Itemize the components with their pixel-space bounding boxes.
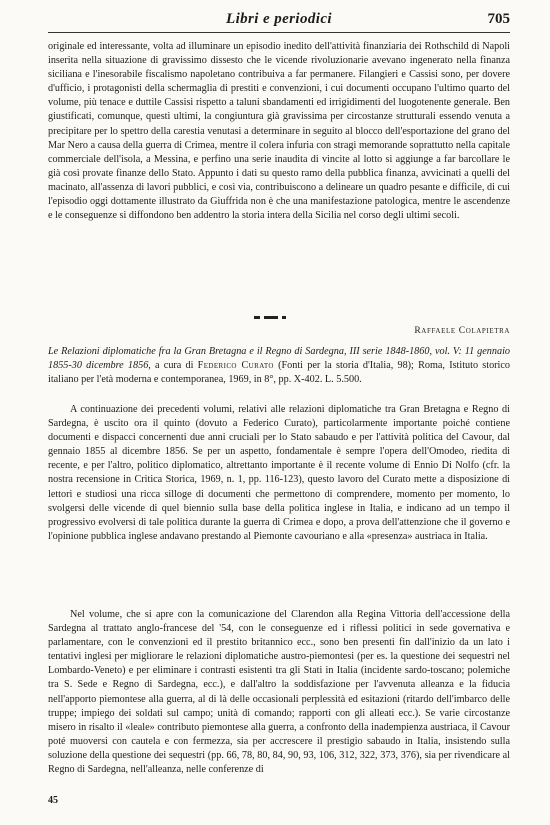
editor-prefix: a cura di: [150, 360, 198, 372]
editor-name: Federico Curato: [197, 360, 274, 372]
citation-line: [48, 345, 510, 387]
section-ornament: [254, 316, 294, 320]
page-number: 705: [487, 11, 510, 27]
review-one-text: [48, 40, 510, 223]
review-two-citation: [48, 345, 510, 387]
review-two-paragraph-1: A continuazione dei precedenti volumi, relativi alle relazioni diplomatiche tra Gran Bretagna e Regno di Sardegna, è uscito ora il quinto (dovuto a Federico Curato), particolarmente importante poiché contiene documenti e dispacci concernenti due anni cruciali per lo Stato sabaudo e per l'attività politica del Cavour, dal gennaio 1855 al dicembre 1856. Se per un aspetto, fondamentale è sempre l'opera dell'Omodeo, riedita di recente, e per l'altro, politico diplomatico, altrettanto importante è il recente volume di Ennio Di Nolfo (cfr. la nostra recensione in Critica Storica, 1969, n. 1, pp. 116-123), questo lavoro del Curato mette a disposizione di lettori e studiosi una ricca silloge di documenti che permettono di comprendere, momento per momento, lo svolgersi delle vicende di quel biennio sulla base della politica inglese in Italia, e indicano ad un tempo il progressivo evolversi di tale politica durante la guerra di Crimea e dopo, a prova dell'attenzione che il governo e l'opinione pubblica inglese andavano prestando al Piemonte cavouriano e alla «presenza» austriaca in Italia.: [48, 404, 510, 542]
signature-mark: 45: [48, 795, 58, 806]
publication-details: (Fonti per la storia d'Italia, 98); Roma, Istituto storico italiano per l'età moderna e contemporanea, 1969, in 8°, pp. X-402. L. 5.500.: [48, 360, 510, 386]
review-two-body-second: [48, 608, 510, 777]
review-two-paragraph-2: Nel volume, che si apre con la comunicazione del Clarendon alla Regina Vittoria dell'accessione della Sardegna al trattato anglo-francese del '54, con le conseguenze ed i riflessi politici in sede governativa e parlamentare, con le convenzioni ed il prestito britannico ecc., sono ben presenti fin dall'inizio da un lato i tentativi inglesi per migliorare le relazioni diplomatiche austro-piemontesi (per es. la questione dei sequestri nel Lombardo-Veneto) e per eliminare i contrasti esistenti tra gli Stati in Italia (incidente sardo-toscano; polemiche tra S. Sede e Regno di Sardegna, ecc.), e dall'altro la soddisfazione per l'avvenuta alleanza e la fiducia nell'apporto piemontese alla guerra, al di là delle occasionali perplessità ed esitazioni (ritardo dell'imbarco delle truppe; impiego dei soldati sul campo; unità di comando; rapporti con gli alleati ecc.). Se varie circostanze misero in risalto il «leale» contributo piemontese alla guerra, a confronto della inadempienza austriaca, il Cavour poté muoversi con cautela e con fermezza, sia per accrescere il prestigio sabaudo in Italia, insistendo sulla soluzione della questione dei sequestri (pp. 66, 78, 80, 84, 90, 93, 106, 312, 322, 373, 376), sia per rivendicare al Regno di Sardegna, nell'alleanza, nelle conferenze di: [48, 609, 510, 776]
running-title: Libri e periodici: [226, 11, 332, 27]
review-one-paragraph: originale ed interessante, volta ad illuminare un episodio inedito dell'attività finanziaria dei Rothschild di Napoli inserita nella situazione di gravissimo dissesto che le vicende rivoluzionarie avevano ingenerato nella finanza siciliana e l'inesorabile fiscalismo napoletano contribuiva a far permanere. Filangieri e Cassisi sono, per dovere d'ufficio, i protagonisti della schermaglia di prestiti e convenzioni, i cui documenti occupano l'ultimo quarto del volume, più tenace e duttile Cassisi rispetto a taluni sbandamenti ed irrigidimenti del luogotenente generale. Ben giustificati, comunque, questi ultimi, la congiuntura già gravissima per circostanze strutturali essendo venuta a precipitare per lo spettro della carestia venutasi a determinare in seguito al blocco dell'esportazione del grano del Mar Nero a causa della guerra di Crimea, mentre il colera infuria con stragi memorande soprattutto nella capitale commerciale dell'isola, a Messina, e perfino una serie inaudita di vincite al lotto si aggiunge a far barcollare le già così provate finanze dello Stato. Appunto i dati su questo ramo della pubblica finanza, avvicinati a quelli del macinato, all'assenza di lavori pubblici, e così via, contribuiscono a delineare un quadro pesante e difficile, di cui l'episodio oggi dottamente illustrato da Giuffrida non è che una manifestazione patologica, mentre le ascendenze e le conseguenze si diffondono ben addentro la storia intera della Sicilia nel corso degli ultimi secoli.: [48, 41, 510, 222]
page-header: [48, 10, 510, 33]
book-title: Le Relazioni diplomatiche fra la Gran Bretagna e il Regno di Sardegna, III serie 1848-1860, vol. V: 11 gennaio 1855-30 dicembre 1856,: [48, 346, 510, 372]
review-one-signature: Raffaele Colapietra: [414, 325, 510, 336]
review-two-body-first: [48, 403, 510, 544]
